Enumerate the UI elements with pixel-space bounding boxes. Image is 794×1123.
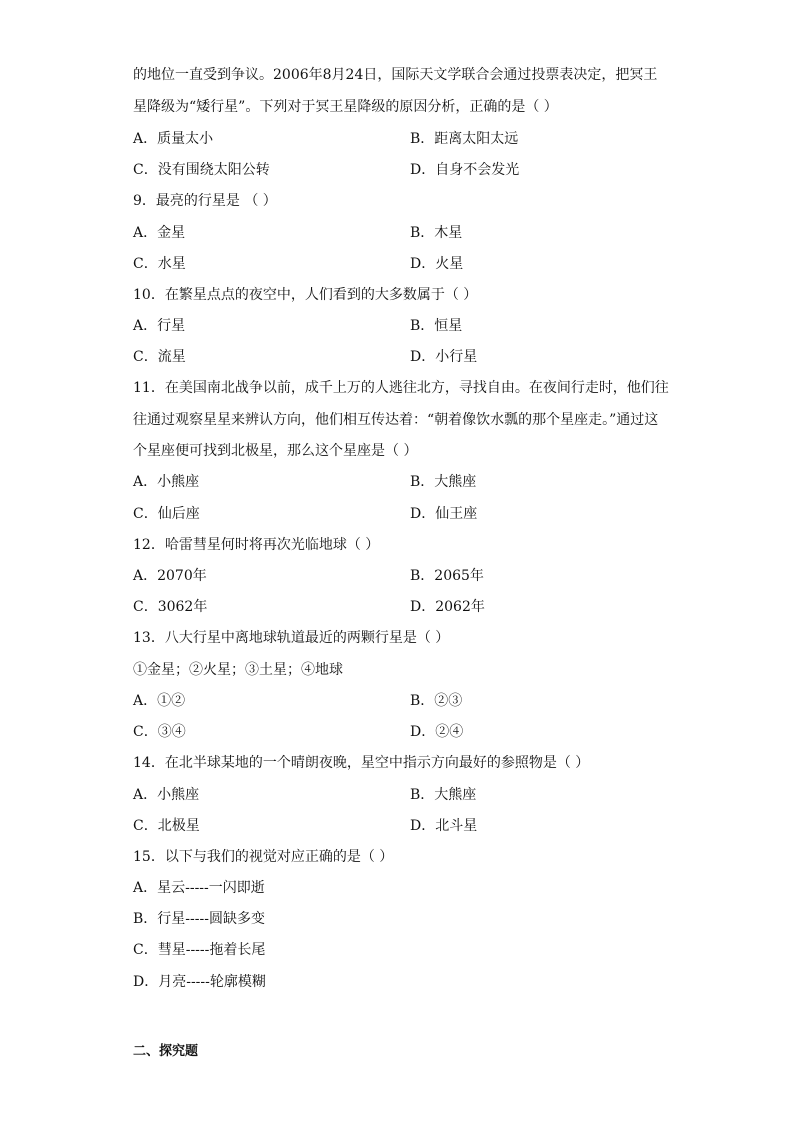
q11-text-line-2: 往通过观察星星来辨认方向，他们相互传达着：“朝着像饮水瓢的那个星座走。”通过这 — [133, 412, 659, 428]
q14-option-b: B．大熊座 — [410, 787, 477, 803]
q13-sub-items: ①金星；②火星；③土星；④地球 — [133, 662, 343, 678]
q10-option-b: B．恒星 — [410, 318, 463, 334]
q13-stem: 13．八大行星中离地球轨道最近的两颗行星是（ ） — [133, 630, 450, 646]
q15-stem: 15．以下与我们的视觉对应正确的是（ ） — [133, 849, 394, 865]
q12-option-b: B．2065年 — [410, 568, 484, 584]
q9-option-c: C．水星 — [133, 256, 186, 272]
q14-stem: 14．在北半球某地的一个晴朗夜晚，星空中指示方向最好的参照物是（ ） — [133, 755, 590, 771]
q13-option-d: D．②④ — [410, 724, 464, 740]
section-heading: 二、探究题 — [133, 1044, 199, 1059]
q9-option-d: D．火星 — [410, 256, 464, 272]
q12-stem: 12．哈雷彗星何时将再次光临地球（ ） — [133, 537, 380, 553]
q9-option-b: B．木星 — [410, 225, 463, 241]
q9-stem: 9．最亮的行星是 （ ） — [133, 193, 277, 209]
q15-option-b: B．行星-----圆缺多变 — [133, 911, 265, 927]
q15-option-a: A．星云-----一闪即逝 — [133, 880, 265, 896]
q8-option-d: D．自身不会发光 — [410, 162, 520, 178]
q11-option-d: D．仙王座 — [410, 506, 478, 522]
q11-option-a: A．小熊座 — [133, 474, 200, 490]
q10-stem: 10．在繁星点点的夜空中，人们看到的大多数属于（ ） — [133, 287, 478, 303]
q8-option-a: A．质量太小 — [133, 131, 214, 147]
q12-option-a: A．2070年 — [133, 568, 207, 584]
q11-option-b: B．大熊座 — [410, 474, 477, 490]
q8-option-c: C．没有围绕太阳公转 — [133, 162, 270, 178]
q11-option-c: C．仙后座 — [133, 506, 200, 522]
q12-option-c: C．3062年 — [133, 599, 208, 615]
q13-option-b: B．②③ — [410, 693, 463, 709]
q8-text-line-1: 的地位一直受到争议。2006年8月24日，国际天文学联合会通过投票表决定，把冥王 — [133, 67, 658, 83]
q11-text-line-3: 个星座便可找到北极星，那么这个星座是（ ） — [133, 443, 418, 459]
q14-option-d: D．北斗星 — [410, 818, 478, 834]
q10-option-a: A．行星 — [133, 318, 186, 334]
q8-option-b: B．距离太阳太远 — [410, 131, 519, 147]
q13-option-c: C．③④ — [133, 724, 186, 740]
q12-option-d: D．2062年 — [410, 599, 485, 615]
q14-option-c: C．北极星 — [133, 818, 200, 834]
q10-option-d: D．小行星 — [410, 349, 478, 365]
q15-option-d: D．月亮-----轮廓模糊 — [133, 974, 266, 990]
q11-text-line-1: 11．在美国南北战争以前，成千上万的人逃往北方，寻找自由。在夜间行走时，他们往 — [133, 380, 669, 396]
q9-option-a: A．金星 — [133, 225, 186, 241]
q13-option-a: A．①② — [133, 693, 186, 709]
q14-option-a: A．小熊座 — [133, 787, 200, 803]
q8-text-line-2: 星降级为“矮行星”。下列对于冥王星降级的原因分析，正确的是（ ） — [133, 99, 558, 115]
q15-option-c: C．彗星-----拖着长尾 — [133, 942, 266, 958]
q10-option-c: C．流星 — [133, 349, 186, 365]
